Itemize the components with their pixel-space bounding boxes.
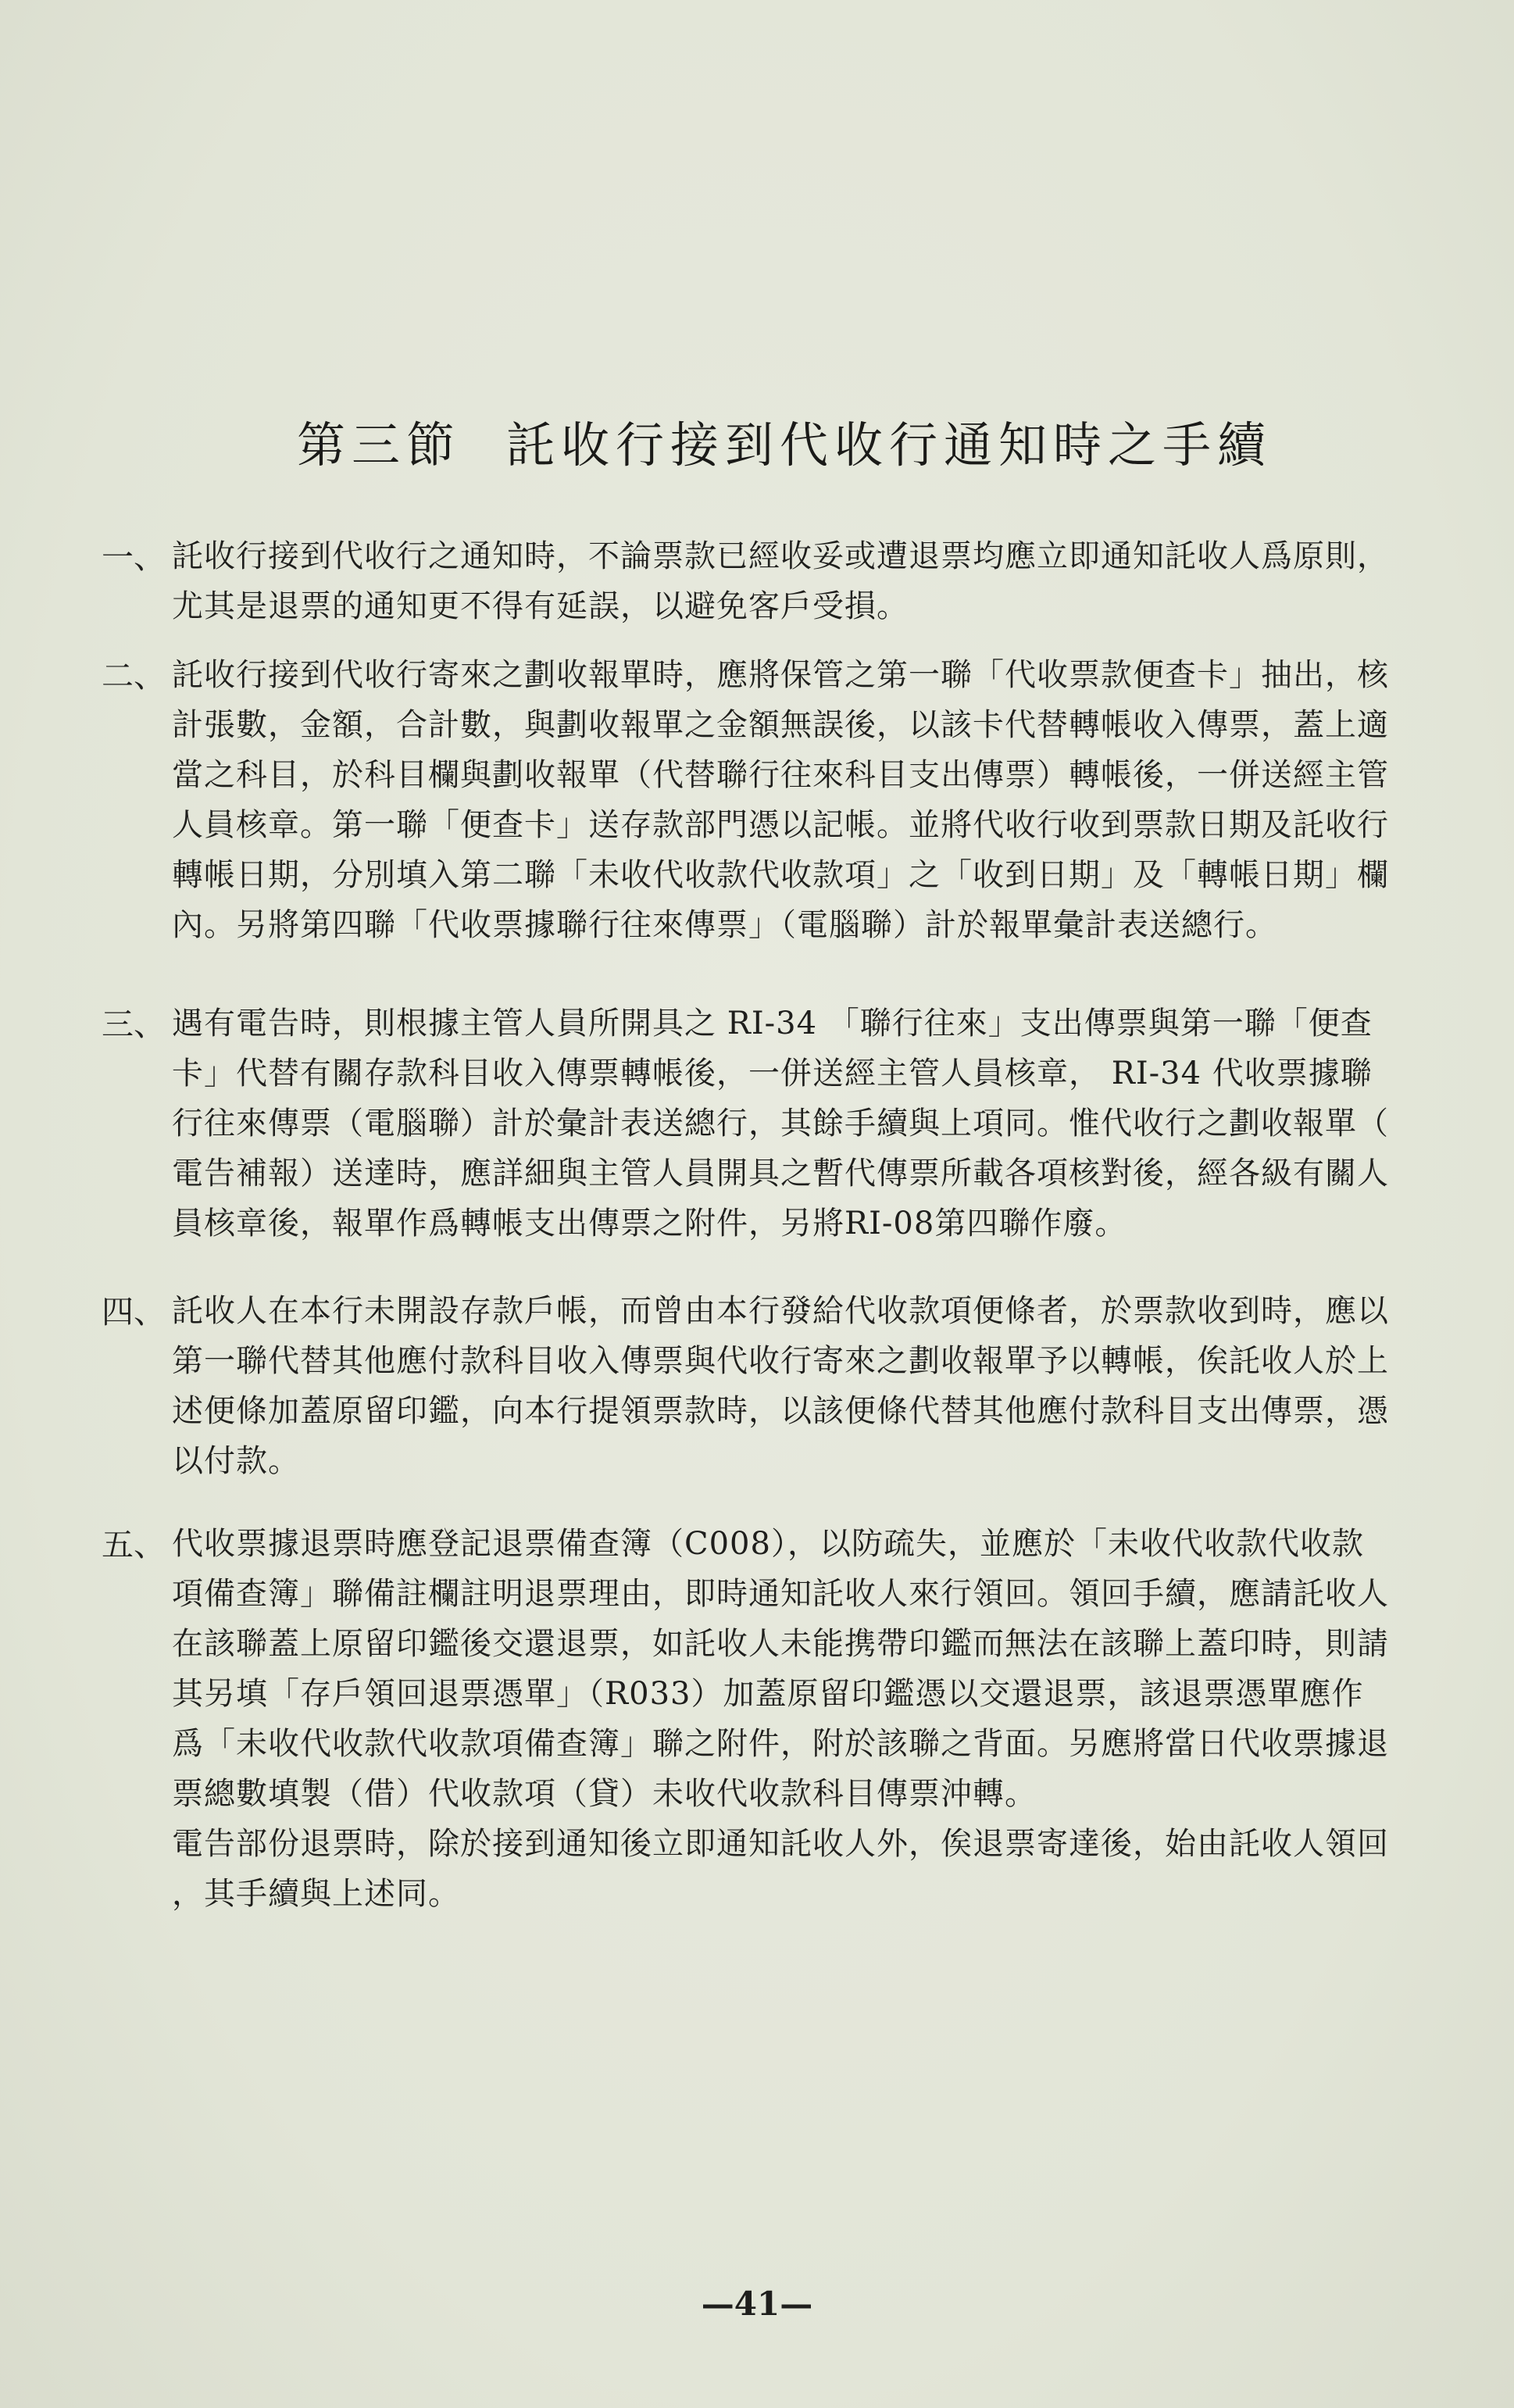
paragraph-line: 以付款。: [172, 1443, 300, 1479]
section-number: 第三節: [297, 416, 462, 473]
item-number: 一、: [102, 538, 166, 576]
paragraph-line: 員核章後，報單作爲轉帳支出傳票之附件，另將RI-08第四聯作廢。: [172, 1206, 1127, 1242]
paragraph-line: 卡」代替有關存款科目收入傳票轉帳後，一併送經主管人員核章， RI-34 代收票據聯: [172, 1056, 1373, 1091]
paragraph-line: 項備查簿」聯備註欄註明退票理由，即時通知託收人來行領回。領回手續，應請託收人: [172, 1576, 1389, 1612]
paragraph-line: 尤其是退票的通知更不得有延誤，以避免客戶受損。: [172, 588, 909, 624]
paragraph-line: 票總數填製（借）代收款項（貸）未收代收款科目傳票沖轉。: [172, 1776, 1037, 1812]
paragraph-line: 託收行接到代收行寄來之劃收報單時，應將保管之第一聯「代收票款便查卡」抽出，核: [172, 657, 1389, 693]
paragraph-line: 當之科目，於科目欄與劃收報單（代替聯行往來科目支出傳票）轉帳後，一併送經主管: [172, 757, 1389, 793]
paragraph-line: 電告補報）送達時，應詳細與主管人員開具之暫代傳票所載各項核對後，經各級有關人: [172, 1156, 1389, 1191]
paragraph-line: ，其手續與上述同。: [172, 1876, 460, 1912]
item-number: 二、: [102, 657, 166, 695]
paragraph-line: 人員核章。第一聯「便查卡」送存款部門憑以記帳。並將代收行收到票款日期及託收行: [172, 807, 1389, 843]
paragraph-line: 第一聯代替其他應付款科目收入傳票與代收行寄來之劃收報單予以轉帳，俟託收人於上: [172, 1343, 1389, 1379]
page-number: —41—: [701, 2285, 813, 2323]
paragraph-line: 行往來傳票（電腦聯）計於彙計表送總行，其餘手續與上項同。惟代收行之劃收報單（: [172, 1106, 1389, 1141]
paragraph-line: 述便條加蓋原留印鑑，向本行提領票款時，以該便條代替其他應付款科目支出傳票，憑: [172, 1393, 1389, 1429]
paragraph-line: 爲「未收代收款代收款項備查簿」聯之附件，附於該聯之背面。另應將當日代收票據退: [172, 1726, 1389, 1762]
section-heading: 託收行接到代收行通知時之手續: [506, 416, 1273, 473]
paragraph-line: 其另填「存戶領回退票憑單」（R033）加蓋原留印鑑憑以交還退票，該退票憑單應作: [172, 1676, 1364, 1712]
paragraph-line: 託收人在本行未開設存款戶帳，而曾由本行發給代收款項便條者，於票款收到時，應以: [172, 1293, 1389, 1329]
paragraph-line: 在該聯蓋上原留印鑑後交還退票，如託收人未能携帶印鑑而無法在該聯上蓋印時，則請: [172, 1626, 1389, 1662]
paragraph-line: 遇有電告時，則根據主管人員所開具之 RI-34 「聯行往來」支出傳票與第一聯「便查: [172, 1006, 1373, 1041]
section-title: [297, 406, 1273, 476]
item-number: 四、: [102, 1293, 166, 1331]
paragraph-line: 內。另將第四聯「代收票據聯行往來傳票」（電腦聯）計於報單彙計表送總行。: [172, 907, 1277, 943]
item-number: 三、: [102, 1006, 166, 1043]
item-number: 五、: [102, 1526, 166, 1563]
paragraph-line: 電告部份退票時，除於接到通知後立即通知託收人外，俟退票寄達後，始由託收人領回: [172, 1826, 1389, 1862]
paragraph-line: 託收行接到代收行之通知時，不論票款已經收妥或遭退票均應立即通知託收人爲原則，: [172, 538, 1389, 574]
paragraph-line: 轉帳日期，分別填入第二聯「未收代收款代收款項」之「收到日期」及「轉帳日期」欄: [172, 857, 1389, 893]
paragraph-line: 計張數，金額，合計數，與劃收報單之金額無誤後，以該卡代替轉帳收入傳票，蓋上適: [172, 707, 1389, 743]
paragraph-line: 代收票據退票時應登記退票備查簿（C008），以防疏失，並應於「未收代收款代收款: [172, 1526, 1364, 1562]
